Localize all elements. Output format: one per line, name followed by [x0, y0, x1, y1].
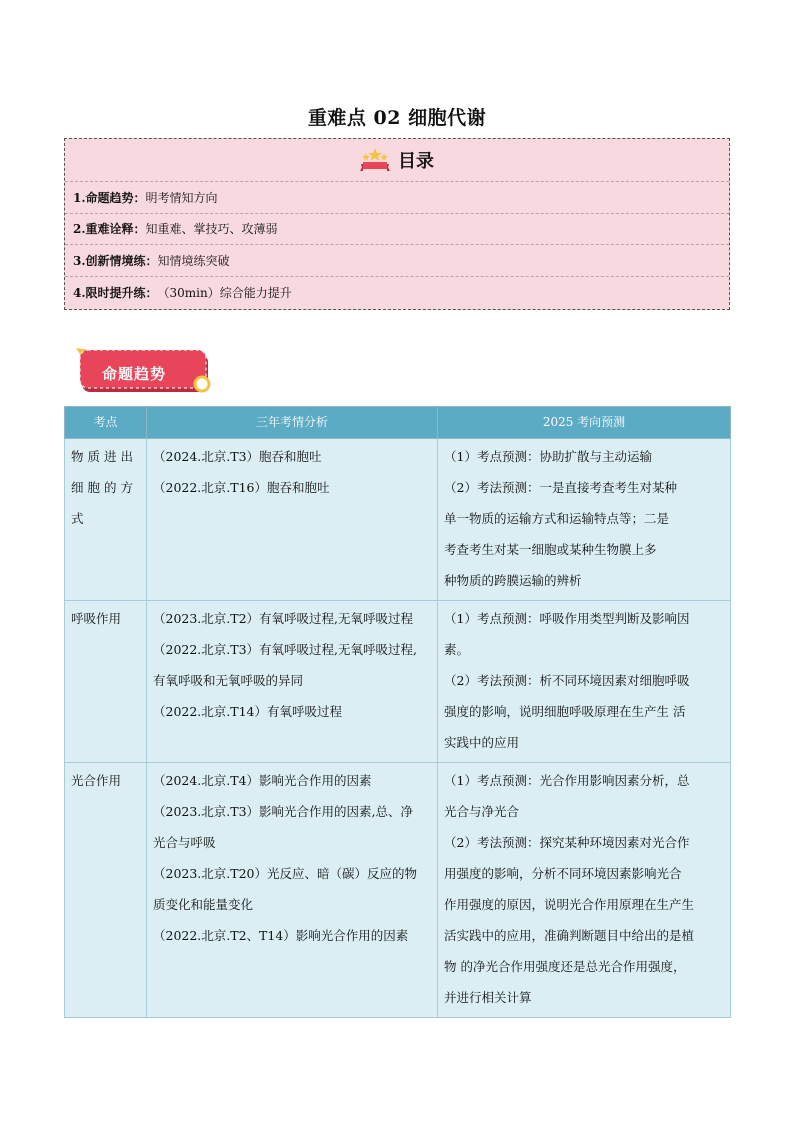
prediction-line: 素。: [444, 642, 470, 657]
column-header-analysis: 三年考情分析: [147, 407, 438, 439]
table-of-contents: [64, 138, 730, 310]
table-row: [65, 763, 731, 1018]
prediction-line: 种物质的跨膜运输的辨析: [444, 573, 582, 588]
toc-item-label: 2.重难诠释：: [73, 222, 146, 237]
toc-item-label: 3.创新情境练：: [73, 253, 158, 268]
prediction-line: 实践中的应用: [444, 735, 520, 750]
prediction-line: （1）考点预测：光合作用影响因素分析，总: [444, 773, 690, 788]
analysis-line: （2024.北京.T3）胞吞和胞吐: [153, 449, 322, 464]
toc-heading: 目录: [398, 151, 434, 172]
prediction-line: 作用强度的原因，说明光合作用原理在生产生: [444, 897, 695, 912]
analysis-line: （2024.北京.T4）影响光合作用的因素: [153, 773, 372, 788]
table-header-row: [65, 407, 731, 439]
prediction-line: 光合与净光合: [444, 804, 520, 819]
analysis-line: 质变化和能量变化: [153, 897, 254, 912]
prediction-line: （2）考法预测：析不同环境因素对细胞呼吸: [444, 673, 690, 688]
analysis-line: （2023.北京.T3）影响光合作用的因素,总、净: [153, 804, 414, 819]
prediction-line: 物 的净光合作用强度还是总光合作用强度，: [444, 959, 686, 974]
toc-item-3[interactable]: [65, 245, 729, 277]
toc-item-label: 1.命题趋势：: [73, 190, 146, 205]
toc-item-4[interactable]: [65, 277, 729, 309]
prediction-cell: [438, 763, 731, 1018]
column-header-topic: 考点: [65, 407, 147, 439]
prediction-line: 并进行相关计算: [444, 990, 532, 1005]
toc-item-text: （30min）综合能力提升: [157, 285, 292, 300]
topic-line: 式: [71, 511, 88, 526]
topic-cell: [65, 763, 147, 1018]
analysis-cell: [147, 439, 438, 601]
toc-item-text: 明考情知方向: [145, 190, 218, 205]
prediction-line: 活实践中的应用，准确判断题目中给出的是植: [444, 928, 695, 943]
prediction-cell: [438, 439, 731, 601]
analysis-line: （2022.北京.T3）有氧呼吸过程,无氧呼吸过程,: [153, 642, 417, 657]
exam-analysis-table: [64, 406, 731, 1018]
prediction-line: 用强度的影响，分析不同环境因素影响光合: [444, 866, 682, 881]
prediction-line: （1）考点预测：呼吸作用类型判断及影响因: [444, 611, 690, 626]
toc-header: [65, 139, 729, 182]
analysis-line: 光合与呼吸: [153, 835, 216, 850]
analysis-cell: [147, 763, 438, 1018]
prediction-cell: [438, 601, 731, 763]
prediction-line: 单一物质的运输方式和运输特点等；二是: [444, 511, 670, 526]
analysis-line: （2023.北京.T2）有氧呼吸过程,无氧呼吸过程: [153, 611, 414, 626]
prediction-line: （2）考法预测：探究某种环境因素对光合作: [444, 835, 690, 850]
toc-item-2[interactable]: [65, 214, 729, 246]
topic-line: 物质进出: [71, 449, 138, 464]
page-title: 重难点 02 细胞代谢: [307, 107, 487, 129]
toc-item-label: 4.限时提升练：: [73, 285, 158, 300]
analysis-line: （2023.北京.T20）光反应、暗（碳）反应的物: [153, 866, 418, 881]
prediction-line: （1）考点预测：协助扩散与主动运输: [444, 449, 652, 464]
toc-item-1[interactable]: [65, 182, 729, 214]
topic-cell: [65, 601, 147, 763]
analysis-line: （2022.北京.T2、T14）影响光合作用的因素: [153, 928, 409, 943]
analysis-line: （2022.北京.T16）胞吞和胞吐: [153, 480, 330, 495]
column-header-prediction: 2025 考向预测: [438, 407, 731, 439]
analysis-line: 有氧呼吸和无氧呼吸的异同: [153, 673, 304, 688]
topic-cell: [65, 439, 147, 601]
table-row: [65, 601, 731, 763]
crown-ribbon-icon: [360, 147, 390, 173]
prediction-line: （2）考法预测：一是直接考查考生对某种: [444, 480, 677, 495]
topic-line: 光合作用: [71, 773, 122, 788]
toc-item-text: 知重难、掌技巧、攻薄弱: [145, 222, 278, 237]
table-row: [65, 439, 731, 601]
toc-item-text: 知情境练突破: [157, 253, 230, 268]
prediction-line: 考查考生对某一细胞或某种生物膜上多: [444, 542, 657, 557]
section-banner-label: 命题趋势: [102, 365, 167, 383]
topic-line: 细胞的方: [71, 480, 138, 495]
analysis-cell: [147, 601, 438, 763]
prediction-line: 强度的影响，说明细胞呼吸原理在生产生 活: [444, 704, 686, 719]
analysis-line: （2022.北京.T14）有氧呼吸过程: [153, 704, 343, 719]
topic-line: 呼吸作用: [71, 611, 122, 626]
